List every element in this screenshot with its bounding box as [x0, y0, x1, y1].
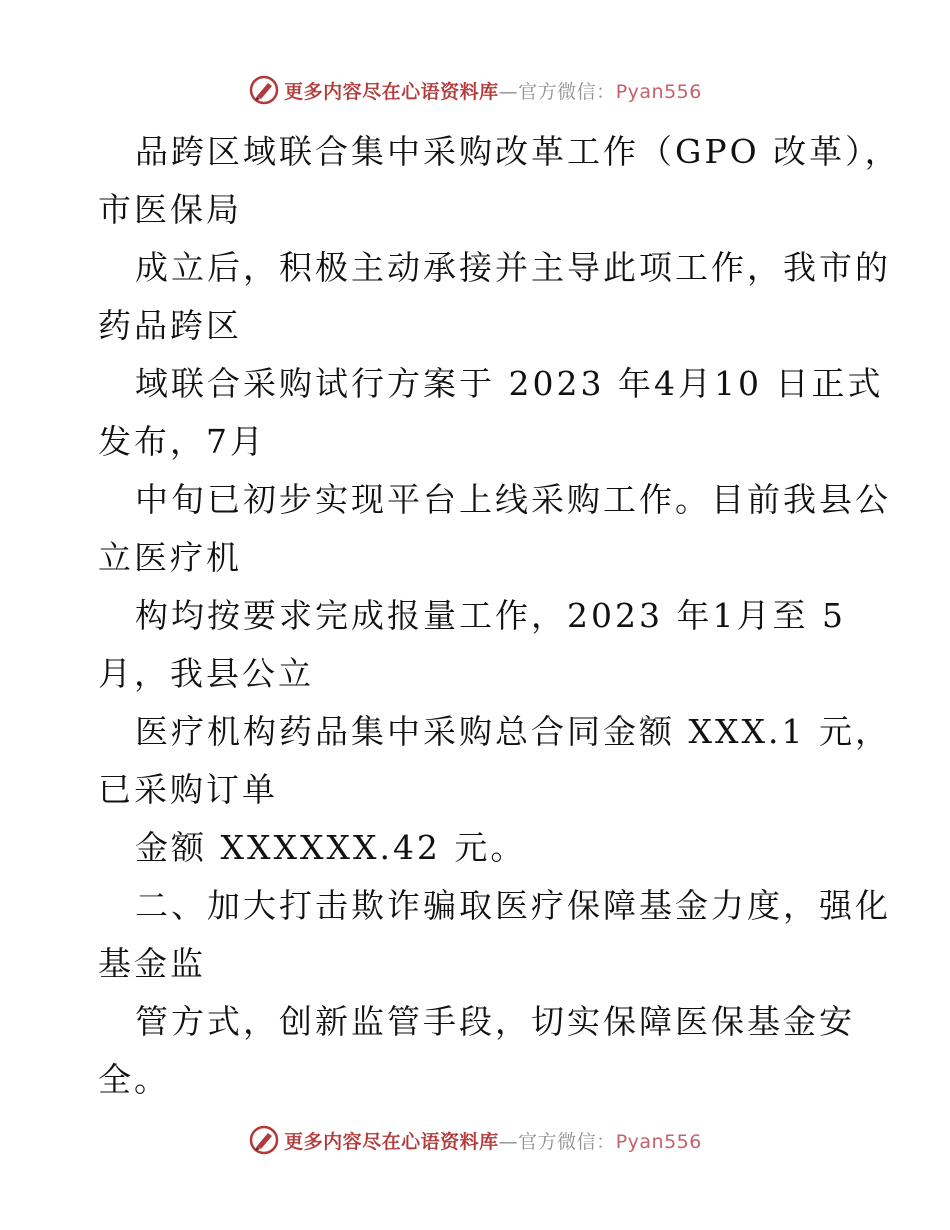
body-line: 管方式，创新监管手段，切实保障医保基金安 — [135, 1002, 855, 1041]
body-line: 发布，7月 — [98, 422, 266, 461]
header-banner — [0, 70, 950, 110]
body-line: 域联合采购试行方案于 2023 年4月10 日正式 — [135, 364, 884, 403]
header-banner-lead: 更多内容尽在心语资料库 — [284, 80, 499, 103]
body-line: 成立后，积极主动承接并主导此项工作，我市的 — [135, 248, 891, 287]
footer-banner-suffix: 官方微信： — [518, 1130, 616, 1153]
body-line: 已采购订单 — [98, 770, 278, 809]
footer-banner-lead: 更多内容尽在心语资料库 — [284, 1130, 499, 1153]
body-line: 基金监 — [98, 944, 206, 983]
footer-banner-text — [284, 1127, 702, 1154]
body-line: 月，我县公立 — [98, 654, 314, 693]
body-line: 二、加大打击欺诈骗取医疗保障基金力度，强化 — [135, 886, 891, 925]
body-line: 金额 XXXXXX.42 元。 — [135, 828, 527, 867]
body-line: 医疗机构药品集中采购总合同金额 XXX.1 元， — [135, 712, 891, 751]
body-line: 品跨区域联合集中采购改革工作（GPO 改革）， — [135, 132, 901, 171]
body-line: 市医保局 — [98, 190, 242, 229]
footer-banner-account: Pyan556 — [615, 1130, 702, 1153]
header-banner-account: Pyan556 — [615, 80, 702, 103]
footer-banner-dash: — — [498, 1130, 519, 1153]
header-banner-text — [284, 77, 702, 104]
footer-banner — [0, 1120, 950, 1160]
body-line: 构均按要求完成报量工作，2023 年1月至 5 — [135, 596, 846, 635]
header-banner-suffix: 官方微信： — [518, 80, 616, 103]
pen-circle-logo-icon — [248, 1124, 280, 1156]
body-line: 立医疗机 — [98, 538, 242, 577]
body-line: 药品跨区 — [98, 306, 242, 345]
body-line: 全。 — [98, 1060, 170, 1099]
pen-circle-logo-icon — [248, 74, 280, 106]
body-line: 中旬已初步实现平台上线采购工作。目前我县公 — [135, 480, 891, 519]
header-banner-dash: — — [498, 80, 519, 103]
